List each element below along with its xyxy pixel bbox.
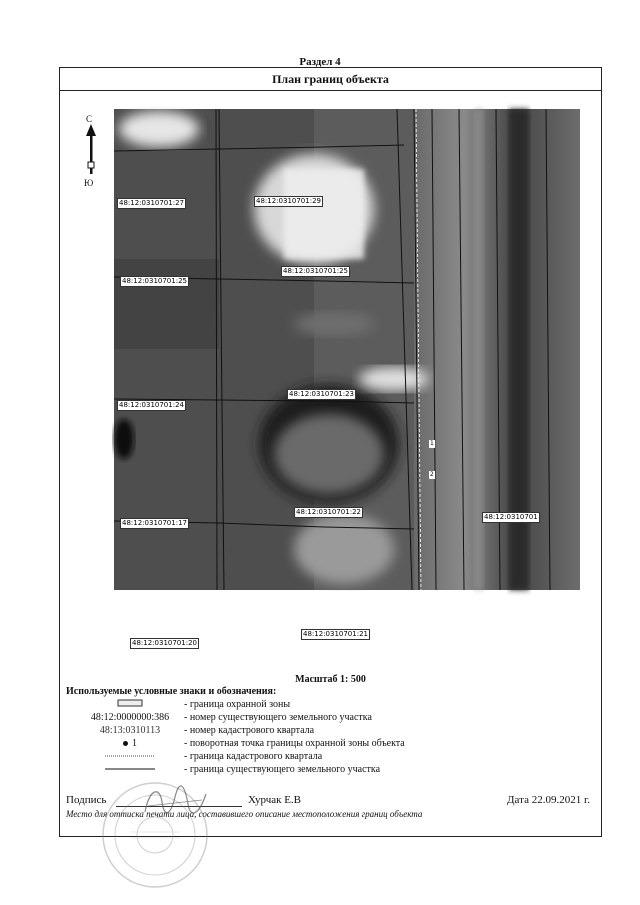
legend-desc: - граница существующего земельного участка	[184, 764, 381, 775]
signature-scribble-icon	[140, 782, 210, 822]
legend-desc: - номер кадастрового квартала	[184, 725, 315, 736]
legend-symbol	[70, 763, 190, 776]
point-label: 1	[430, 440, 434, 447]
legend-title: Используемые условные знаки и обозначения:	[66, 686, 277, 697]
quarter-label: 48:12:0310701	[484, 513, 538, 521]
point-label: 2	[430, 471, 434, 478]
signer-name: Хурчак Е.В	[248, 794, 302, 806]
parcel-label: 48:12:0310701:27	[119, 199, 184, 207]
signature-date: Дата 22.09.2021 г.	[507, 794, 590, 806]
legend-item	[60, 698, 603, 711]
parcel-label: 48:12:0310701:20	[132, 639, 197, 647]
parcel-label: 48:12:0310701:24	[119, 401, 184, 409]
legend-item	[60, 763, 603, 776]
parcel-label: 48:12:0310701:23	[289, 390, 354, 398]
legend-symbol	[70, 750, 190, 763]
legend-symbol	[70, 698, 190, 711]
legend-symbol: 48:12:0000000:386	[90, 712, 170, 723]
satellite-map	[114, 109, 580, 647]
protection-zone-symbol-icon	[117, 699, 143, 707]
legend-desc: - граница кадастрового квартала	[184, 751, 323, 762]
parcel-label: 48:12:0310701:17	[122, 519, 187, 527]
turning-point-icon	[123, 741, 128, 746]
signature-label: Подпись	[66, 794, 107, 806]
quarter-boundary-symbol-icon	[105, 753, 155, 759]
legend-item	[60, 724, 603, 737]
parcel-boundary-symbol-icon	[105, 766, 155, 772]
compass-south-label: Ю	[84, 178, 94, 188]
compass-north-label: С	[86, 114, 93, 124]
plan-header: План границ объекта	[60, 68, 601, 91]
compass	[84, 114, 98, 188]
north-arrow-icon	[84, 124, 98, 178]
document-frame	[59, 67, 602, 837]
parcel-label: 48:12:0310701:22	[296, 508, 361, 516]
legend-item	[60, 737, 603, 750]
parcel-label: 48:12:0310701:29	[256, 197, 321, 205]
point-number: 1	[132, 738, 137, 749]
legend-desc: - поворотная точка границы охранной зоны объекта	[184, 738, 405, 749]
parcel-label: 48:12:0310701:21	[303, 630, 368, 638]
legend-item	[60, 750, 603, 763]
parcel-label: 48:12:0310701:25	[122, 277, 187, 285]
legend-desc: - номер существующего земельного участка	[184, 712, 372, 723]
scale-label: Масштаб 1: 500	[295, 674, 366, 685]
legend-symbol	[70, 737, 190, 750]
legend-desc: - граница охранной зоны	[184, 699, 291, 710]
parcel-label: 48:12:0310701:25	[283, 267, 348, 275]
legend-symbol: 48:13:0310113	[99, 725, 161, 736]
stamp-place-caption: Место для оттиска печати лица, составившего описание местоположения границ объекта	[66, 809, 423, 819]
legend-item	[60, 711, 603, 724]
section-title: Раздел 4	[299, 56, 341, 68]
